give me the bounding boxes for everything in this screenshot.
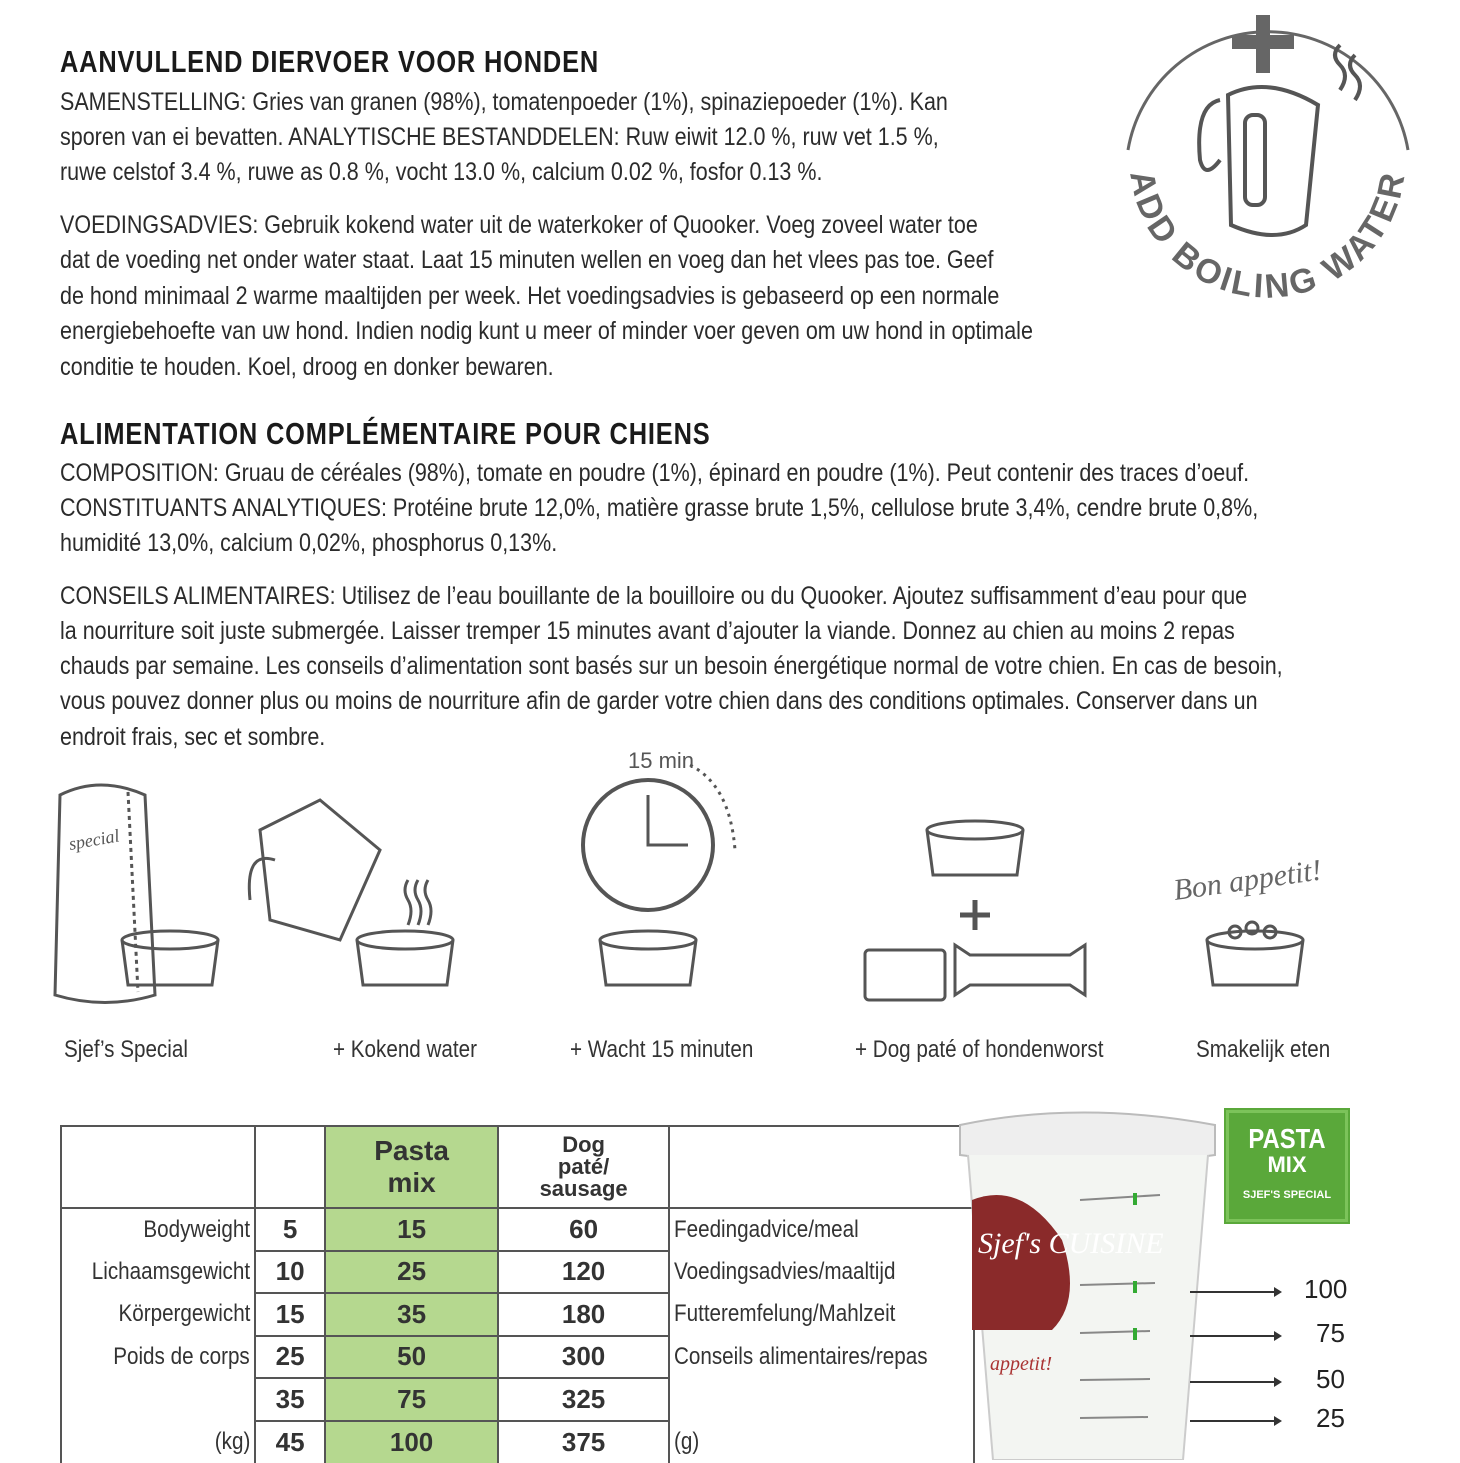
pate-cell: 375 xyxy=(498,1421,669,1463)
left-label: (kg) xyxy=(215,1428,251,1456)
nl-advice-line: energiebehoefte van uw hond. Indien nodig kunt u meer of minder voer geven om uw hond in optimale xyxy=(60,317,1033,346)
measuring-cup xyxy=(950,1105,1230,1460)
table-header-row xyxy=(61,1126,974,1208)
fr-composition-line: CONSTITUANTS ANALYTIQUES: Protéine brute 12,0%, matière grasse brute 1,5%, cellulose brute 3,4%, cendre brute 0,8%, xyxy=(60,494,1258,523)
nl-composition-line: sporen van ei bevatten. ANALYTISCHE BESTANDDELEN: Ruw eiwit 12.0 %, ruw vet 1.5 %, xyxy=(60,123,939,152)
pate-cell: 60 xyxy=(498,1208,669,1251)
arrow-icon xyxy=(1190,1291,1280,1293)
left-label: Bodyweight xyxy=(143,1216,250,1244)
nl-advice-line: de hond minimaal 2 warme maaltijden per week. Het voedingsadvies is gebaseerd op een normale xyxy=(60,282,999,311)
plus-icon xyxy=(960,900,990,930)
pate-cell: 325 xyxy=(498,1378,669,1421)
step-label: Sjef’s Special xyxy=(64,1036,188,1064)
pasta-cell: 15 xyxy=(325,1208,498,1251)
heading-fr: ALIMENTATION COMPLÉMENTAIRE POUR CHIENS xyxy=(60,416,711,452)
table-row xyxy=(61,1378,974,1421)
scale-label: 25 xyxy=(1316,1403,1345,1434)
pasta-mix-badge: PASTA MIX SJEF'S SPECIAL xyxy=(1226,1110,1348,1222)
kettle-icon xyxy=(249,800,380,940)
bowl-full-icon xyxy=(1207,922,1303,985)
bodyweight-cell: 45 xyxy=(255,1421,325,1463)
pasta-cell: 75 xyxy=(325,1378,498,1421)
header-dog-pate: Dog paté/ sausage xyxy=(539,1134,629,1200)
fr-advice-line: chauds par semaine. Les conseils d’alimentation sont basés sur un besoin énergétique normal de votre chien. En cas de besoin, xyxy=(60,652,1283,681)
steps-illustration xyxy=(40,740,1360,1020)
cup-tagline: appetit! xyxy=(990,1353,1052,1375)
arrow-icon xyxy=(1190,1381,1280,1383)
pasta-cell: 100 xyxy=(325,1421,498,1463)
bon-appetit-text: Bon appetit! xyxy=(1171,853,1323,906)
left-label: Lichaamsgewicht xyxy=(92,1258,250,1286)
nl-composition-line: SAMENSTELLING: Gries van granen (98%), tomatenpoeder (1%), spinaziepoeder (1%). Kan xyxy=(60,88,948,117)
fr-advice-line: la nourriture soit juste submergée. Laisser tremper 15 minutes avant d’ajouter la viande. Donnez au chien au moins 2 repas xyxy=(60,617,1235,646)
pate-cell: 180 xyxy=(498,1293,669,1336)
scale-label: 75 xyxy=(1316,1318,1345,1349)
sausage-icon xyxy=(955,945,1085,995)
fr-advice-line: CONSEILS ALIMENTAIRES: Utilisez de l’eau bouillante de la bouilloire ou du Quooker. Ajoutez suffisamment d’eau pour que xyxy=(60,582,1247,611)
pasta-cell: 25 xyxy=(325,1251,498,1294)
pate-cell: 300 xyxy=(498,1336,669,1379)
right-label: (g) xyxy=(674,1428,699,1456)
scale-label: 50 xyxy=(1316,1364,1345,1395)
pate-tray-icon xyxy=(865,950,945,1000)
kettle-icon xyxy=(1199,45,1360,235)
arrow-icon xyxy=(1190,1335,1280,1337)
bag-text: special xyxy=(67,825,121,854)
step-label: + Kokend water xyxy=(333,1036,477,1064)
table-row xyxy=(61,1251,974,1294)
bowl-icon xyxy=(357,931,453,985)
nl-advice-line: conditie te houden. Koel, droog en donker bewaren. xyxy=(60,353,554,382)
table-row xyxy=(61,1208,974,1251)
bodyweight-cell: 15 xyxy=(255,1293,325,1336)
table-row xyxy=(61,1336,974,1379)
bodyweight-cell: 5 xyxy=(255,1208,325,1251)
pate-cell: 120 xyxy=(498,1251,669,1294)
pasta-cell: 50 xyxy=(325,1336,498,1379)
heading-nl: AANVULLEND DIERVOER VOOR HONDEN xyxy=(60,44,599,80)
nl-composition-line: ruwe celstof 3.4 %, ruwe as 0.8 %, vocht 13.0 %, calcium 0.02 %, fosfor 0.13 %. xyxy=(60,158,822,187)
food-bag-icon xyxy=(55,785,155,1003)
steam-icon xyxy=(405,880,431,925)
plus-icon xyxy=(1232,15,1294,73)
left-label: Körpergewicht xyxy=(118,1300,250,1328)
step-label: + Dog paté of hondenworst xyxy=(855,1036,1103,1064)
clock-icon xyxy=(583,765,735,910)
right-label: Voedingsadvies/maaltijd xyxy=(674,1258,895,1286)
bodyweight-cell: 10 xyxy=(255,1251,325,1294)
right-label: Feedingadvice/meal xyxy=(674,1216,859,1244)
fr-composition-line: humidité 13,0%, calcium 0,02%, phosphorus 0,13%. xyxy=(60,529,557,558)
timer-label: 15 min xyxy=(628,748,694,773)
cup-brand: Sjef's CUISINE xyxy=(978,1227,1164,1260)
scale-label: 100 xyxy=(1304,1274,1347,1305)
bowl-icon xyxy=(927,821,1023,875)
nl-advice-line: dat de voeding net onder water staat. Laat 15 minuten wellen en voeg dan het vlees pas toe. Geef xyxy=(60,246,994,275)
fr-composition-line: COMPOSITION: Gruau de céréales (98%), tomate en poudre (1%), épinard en poudre (1%). Peut contenir des traces d’oeuf. xyxy=(60,459,1249,488)
bodyweight-cell: 35 xyxy=(255,1378,325,1421)
left-label: Poids de corps xyxy=(114,1343,251,1371)
table-row xyxy=(61,1421,974,1463)
step-label: + Wacht 15 minuten xyxy=(570,1036,753,1064)
arrow-icon xyxy=(1190,1420,1280,1422)
step-label: Smakelijk eten xyxy=(1196,1036,1330,1064)
table-row xyxy=(61,1293,974,1336)
badge-text: ADD BOILING WATER xyxy=(1122,167,1413,300)
bodyweight-cell: 25 xyxy=(255,1336,325,1379)
feeding-table xyxy=(60,1125,975,1463)
pasta-cell: 35 xyxy=(325,1293,498,1336)
add-boiling-water-badge xyxy=(1110,0,1420,300)
bowl-icon xyxy=(600,931,696,985)
right-label: Futteremfelung/Mahlzeit xyxy=(674,1300,895,1328)
header-pasta-mix: Pasta mix xyxy=(372,1135,452,1199)
fr-advice-line: vous pouvez donner plus ou moins de nourriture afin de garder votre chien dans des conditions optimales. Conserver dans un xyxy=(60,687,1258,716)
fr-advice-line: endroit frais, sec et sombre. xyxy=(60,723,325,752)
right-label: Conseils alimentaires/repas xyxy=(674,1343,928,1371)
nl-advice-line: VOEDINGSADVIES: Gebruik kokend water uit de waterkoker of Quooker. Voeg zoveel water toe xyxy=(60,211,978,240)
